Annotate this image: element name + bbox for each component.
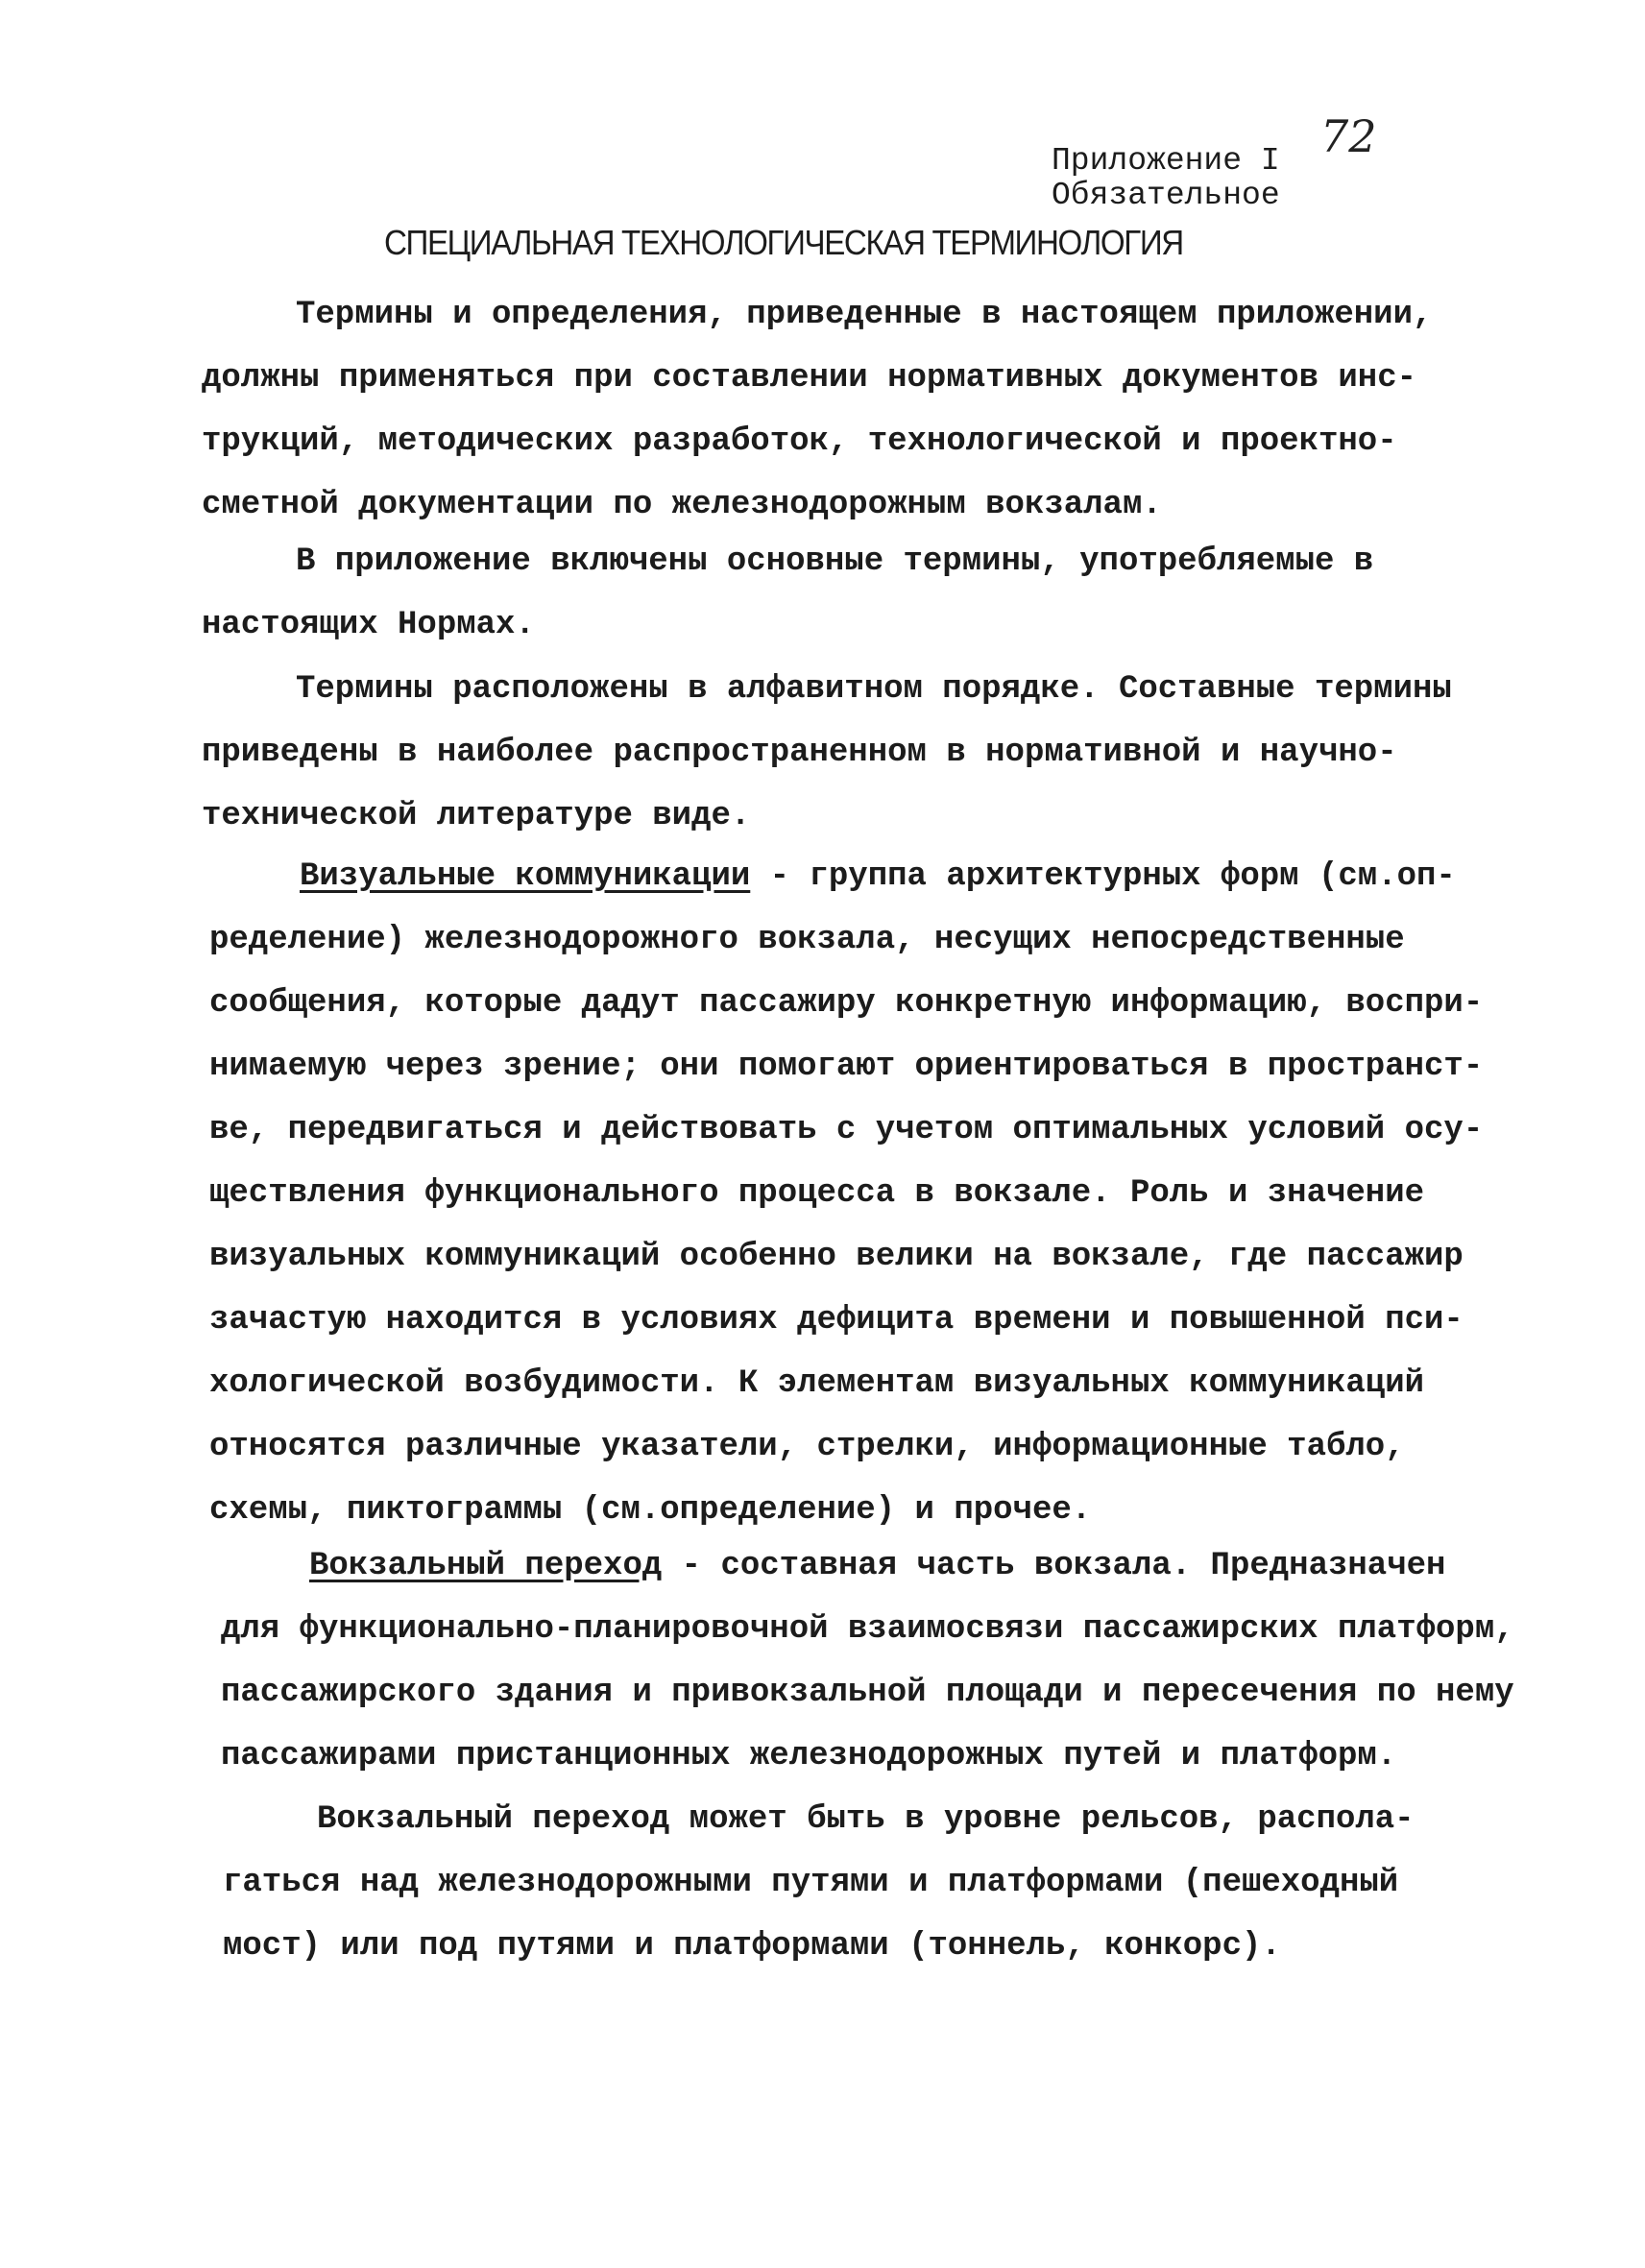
text-line: ществления функционального процесса в вокзале. Роль и значение [209, 1175, 1425, 1212]
text-line: приведены в наиболее распространенном в нормативной и научно- [202, 735, 1397, 771]
appendix-header [1052, 144, 1280, 213]
text-line: В приложение включены основные термины, употребляемые в [296, 543, 1374, 580]
text-line: должны применяться при составлении нормативных документов инс- [202, 360, 1417, 397]
text-line: нимаемую через зрение; они помогают ориентироваться в пространст- [209, 1049, 1484, 1085]
text-line: зачастую находится в условиях дефицита времени и повышенной пси- [209, 1302, 1464, 1339]
definition-first-line [309, 1534, 1445, 1598]
text-line: сообщения, которые дадут пассажиру конкретную информацию, воспри- [209, 985, 1484, 1022]
text-line: ве, передвигаться и действовать с учетом оптимальных условий осу- [209, 1112, 1484, 1148]
text-line: трукций, методических разработок, технологической и проектно- [202, 423, 1397, 460]
text-line: гаться над железнодорожными путями и платформами (пешеходный [223, 1865, 1399, 1901]
text-line: визуальных коммуникаций особенно велики на вокзале, где пассажир [209, 1239, 1464, 1275]
document-title: СПЕЦИАЛЬНАЯ ТЕХНОЛОГИЧЕСКАЯ ТЕРМИНОЛОГИЯ [384, 223, 1183, 262]
definition-text: - группа архитектурных форм (см.оп- [750, 858, 1456, 895]
definition-first-line [300, 845, 1456, 908]
text-line: хологической возбудимости. К элементам визуальных коммуникаций [209, 1365, 1425, 1402]
text-line: относятся различные указатели, стрелки, информационные табло, [209, 1429, 1405, 1465]
text-line: Вокзальный переход может быть в уровне рельсов, распола- [317, 1801, 1415, 1838]
text-line: для функционально-планировочной взаимосвязи пассажирских платформ, [221, 1611, 1514, 1648]
text-line: ределение) железнодорожного вокзала, несущих непосредственные [209, 922, 1405, 958]
text-line: пассажирами пристанционных железнодорожных путей и платформ. [221, 1738, 1397, 1774]
page-number: 72 [1320, 110, 1377, 162]
term-station-passage: Вокзальный переход [309, 1548, 663, 1584]
text-line: мост) или под путями и платформами (тоннель, конкорс). [223, 1928, 1281, 1965]
appendix-status: Обязательное [1052, 178, 1280, 213]
text-line: настоящих Нормах. [202, 607, 535, 643]
text-line: Термины расположены в алфавитном порядке. Составные термины [296, 671, 1452, 708]
term-visual-communications: Визуальные коммуникации [300, 858, 751, 895]
text-line: Термины и определения, приведенные в настоящем приложении, [296, 297, 1433, 333]
text-line: технической литературе виде. [202, 798, 751, 834]
text-line: сметной документации по железнодорожным вокзалам. [202, 487, 1162, 523]
text-line: пассажирского здания и привокзальной площади и пересечения по нему [221, 1675, 1514, 1711]
text-line: схемы, пиктограммы (см.определение) и прочее. [209, 1492, 1092, 1529]
definition-text: - составная часть вокзала. Предназначен [662, 1548, 1446, 1584]
appendix-label: Приложение I [1052, 143, 1280, 179]
